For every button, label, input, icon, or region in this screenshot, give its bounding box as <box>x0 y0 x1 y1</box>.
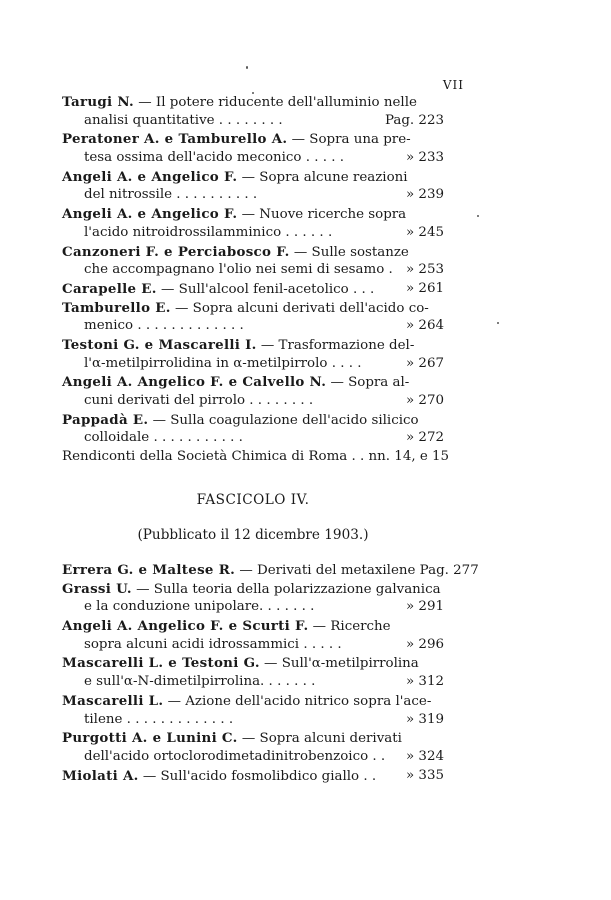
toc-entry <box>62 654 444 691</box>
toc-entry-first-line <box>62 580 444 599</box>
toc-entry-authors: Angeli A. Angelico F. e Scurti F. <box>62 618 309 635</box>
toc-entry-first-line <box>62 336 444 355</box>
paper-speck <box>477 215 479 217</box>
toc-entry <box>62 205 444 242</box>
toc-entry-text: — Il potere riducente dell'alluminio nelle <box>134 95 417 110</box>
toc-entry-authors: Angeli A. e Angelico F. <box>62 206 238 223</box>
toc-entry-authors: Purgotti A. e Lunini C. <box>62 730 238 747</box>
toc-entry-page-ref: Pag. 223 <box>381 112 444 131</box>
toc-entry <box>62 767 444 786</box>
toc-entry-text: — Ricerche <box>308 619 391 635</box>
toc-entry-page-ref: » 233 <box>402 149 444 168</box>
toc-entry-authors: Errera G. e Maltese R. <box>62 562 236 578</box>
toc-entry-continuation-line <box>62 748 444 767</box>
toc-entry-continuation-line <box>62 392 444 411</box>
toc-entry-text: — Sopra alcuni derivati dell'acido co- <box>170 300 429 316</box>
toc-entry-text: l'α-metilpirrolidina in α-metilpirrolo . . . . <box>84 355 362 371</box>
toc-entry <box>62 561 479 580</box>
toc-entry-first-line <box>62 168 444 187</box>
toc-entry <box>62 243 444 280</box>
paper-speck <box>497 322 499 324</box>
toc-entry-text: — Sull'alcool fenil-acetolico . . . <box>156 281 375 297</box>
toc-entry <box>62 729 444 766</box>
toc-entry-first-line <box>62 130 444 149</box>
toc-entry-continuation-line <box>62 224 444 243</box>
toc-entry-text: analisi quantitative . . . . . . . . <box>84 112 283 128</box>
toc-entry-page-ref: » 296 <box>402 636 444 655</box>
toc-entry-page-ref: » 335 <box>402 767 444 786</box>
fascicolo-heading: FASCICOLO IV. <box>196 492 310 508</box>
toc-entry-authors: Canzoneri F. e Perciabosco F. <box>62 243 290 260</box>
toc-entry-text: l'acido nitroidrossilamminico . . . . . . <box>84 224 333 240</box>
toc-entry-page-ref: » 239 <box>402 186 444 205</box>
toc-entry-first-line <box>62 448 450 467</box>
toc-entry-first-line <box>62 561 479 580</box>
toc-entry <box>62 130 444 167</box>
toc-entry-text: — Azione dell'acido nitrico sopra l'ace- <box>163 693 432 709</box>
toc-entry <box>62 692 444 729</box>
toc-entry-continuation-line <box>62 598 444 617</box>
page-number: VII <box>442 78 464 92</box>
toc-entry-text: colloidale . . . . . . . . . . . <box>84 430 243 446</box>
toc-entry-text: — Sopra alcune reazioni <box>237 169 408 185</box>
toc-entry-text: — Sopra alcuni derivati <box>237 731 402 747</box>
toc-entry-text: Rendiconti della Società Chimica di Roma . . nn. 14, e 15 <box>62 449 450 465</box>
toc-entry-first-line <box>62 767 444 786</box>
toc-entry-authors: Peratoner A. e Tamburello A. <box>62 131 288 148</box>
toc-entry-authors: Miolati A. <box>62 767 139 784</box>
toc-entry-page-ref: » 253 <box>402 261 444 280</box>
toc-entry-text: — Trasformazione del- <box>256 337 415 353</box>
toc-entry <box>62 411 444 448</box>
toc-entry-page-ref: » 272 <box>402 429 444 448</box>
toc-entry-first-line <box>62 617 444 636</box>
toc-entry-authors: Grassi U. <box>62 580 132 597</box>
toc-entry-text: del nitrossile . . . . . . . . . . <box>84 187 258 203</box>
toc-entry-first-line <box>62 93 444 112</box>
toc-entry-text: — Sopra al- <box>326 375 410 391</box>
toc-entry-text: — Sulla coagulazione dell'acido silicico <box>148 412 419 428</box>
toc-entry-first-line <box>62 205 444 224</box>
toc-entry <box>62 93 444 130</box>
toc-entry-authors: Angeli A. e Angelico F. <box>62 168 238 185</box>
toc-entry-text: menico . . . . . . . . . . . . . <box>84 318 244 334</box>
toc-entry-text: — Derivati del metaxilene Pag. 277 <box>235 563 479 578</box>
toc-entry-authors: Angeli A. Angelico F. e Calvello N. <box>62 374 327 391</box>
paper-speck <box>252 92 254 94</box>
publication-date: (Pubblicato il 12 dicembre 1903.) <box>137 527 369 543</box>
toc-entry-first-line <box>62 654 444 673</box>
toc-entry-authors: Tarugi N. <box>62 94 135 110</box>
toc-entry-page-ref: » 245 <box>402 224 444 243</box>
toc-entry-continuation-line <box>62 711 444 730</box>
toc-entry-text: che accompagnano l'olio nei semi di sesamo . <box>84 262 393 278</box>
toc-entry <box>62 580 444 617</box>
toc-entry-authors: Testoni G. e Mascarelli I. <box>62 336 257 353</box>
toc-entry <box>62 168 444 205</box>
toc-entry-first-line <box>62 299 444 318</box>
toc-entry-text: — Sopra una pre- <box>287 132 411 148</box>
toc-entry-page-ref: » 261 <box>402 280 444 299</box>
toc-entry-page-ref: » 312 <box>402 673 444 692</box>
toc-entry-text: e la conduzione unipolare. . . . . . . <box>84 599 315 615</box>
toc-entry-first-line <box>62 243 444 262</box>
toc-entry-first-line <box>62 411 444 430</box>
toc-entry-authors: Tamburello E. <box>62 299 171 316</box>
toc-entry-first-line <box>62 373 444 392</box>
paper-speck <box>246 66 248 69</box>
toc-entry-text: — Sull'α-metilpirrolina <box>259 656 419 672</box>
toc-entry-page-ref: » 319 <box>402 711 444 730</box>
toc-entry-continuation-line <box>62 636 444 655</box>
toc-section-1 <box>62 93 450 467</box>
toc-entry-text: — Nuove ricerche sopra <box>237 207 407 223</box>
toc-entry-text: sopra alcuni acidi idrossammici . . . . . <box>84 636 342 652</box>
toc-entry-page-ref: » 264 <box>402 317 444 336</box>
toc-entry-authors: Carapelle E. <box>62 280 157 297</box>
toc-entry-first-line <box>62 729 444 748</box>
toc-entry <box>62 336 444 373</box>
toc-entry-text: dell'acido ortoclorodimetadinitrobenzoico . . <box>84 748 386 764</box>
toc-entry-authors: Pappadà E. <box>62 411 149 428</box>
toc-entry-authors: Mascarelli L. e Testoni G. <box>62 655 260 672</box>
toc-entry-continuation-line <box>62 186 444 205</box>
toc-entry-continuation-line <box>62 112 444 131</box>
toc-entry-first-line <box>62 280 444 299</box>
toc-entry-text: tilene . . . . . . . . . . . . . <box>84 711 234 727</box>
toc-entry <box>62 617 444 654</box>
toc-entry-authors: Mascarelli L. <box>62 692 164 709</box>
toc-entry <box>62 448 450 467</box>
toc-entry <box>62 299 444 336</box>
toc-entry-text: — Sulle sostanze <box>289 244 409 260</box>
toc-entry-text: tesa ossima dell'acido meconico . . . . . <box>84 150 345 166</box>
toc-entry-text: — Sull'acido fosmolibdico giallo . . <box>138 768 377 784</box>
toc-section-2 <box>62 561 479 785</box>
toc-entry <box>62 280 444 299</box>
toc-entry <box>62 373 444 410</box>
toc-entry-text: e sull'α-N-dimetilpirrolina. . . . . . . <box>84 674 316 690</box>
toc-entry-continuation-line <box>62 317 444 336</box>
toc-entry-continuation-line <box>62 673 444 692</box>
toc-entry-text: cuni derivati del pirrolo . . . . . . . . <box>84 393 314 408</box>
toc-entry-page-ref: » 291 <box>402 598 444 617</box>
toc-entry-continuation-line <box>62 149 444 168</box>
toc-entry-text: — Sulla teoria della polarizzazione galvanica <box>131 581 441 597</box>
toc-entry-page-ref: » 324 <box>402 748 444 767</box>
toc-entry-first-line <box>62 692 444 711</box>
toc-entry-page-ref: » 267 <box>402 355 444 374</box>
toc-entry-continuation-line <box>62 355 444 374</box>
toc-entry-page-ref: » 270 <box>402 392 444 411</box>
toc-entry-continuation-line <box>62 261 444 280</box>
toc-entry-continuation-line <box>62 429 444 448</box>
